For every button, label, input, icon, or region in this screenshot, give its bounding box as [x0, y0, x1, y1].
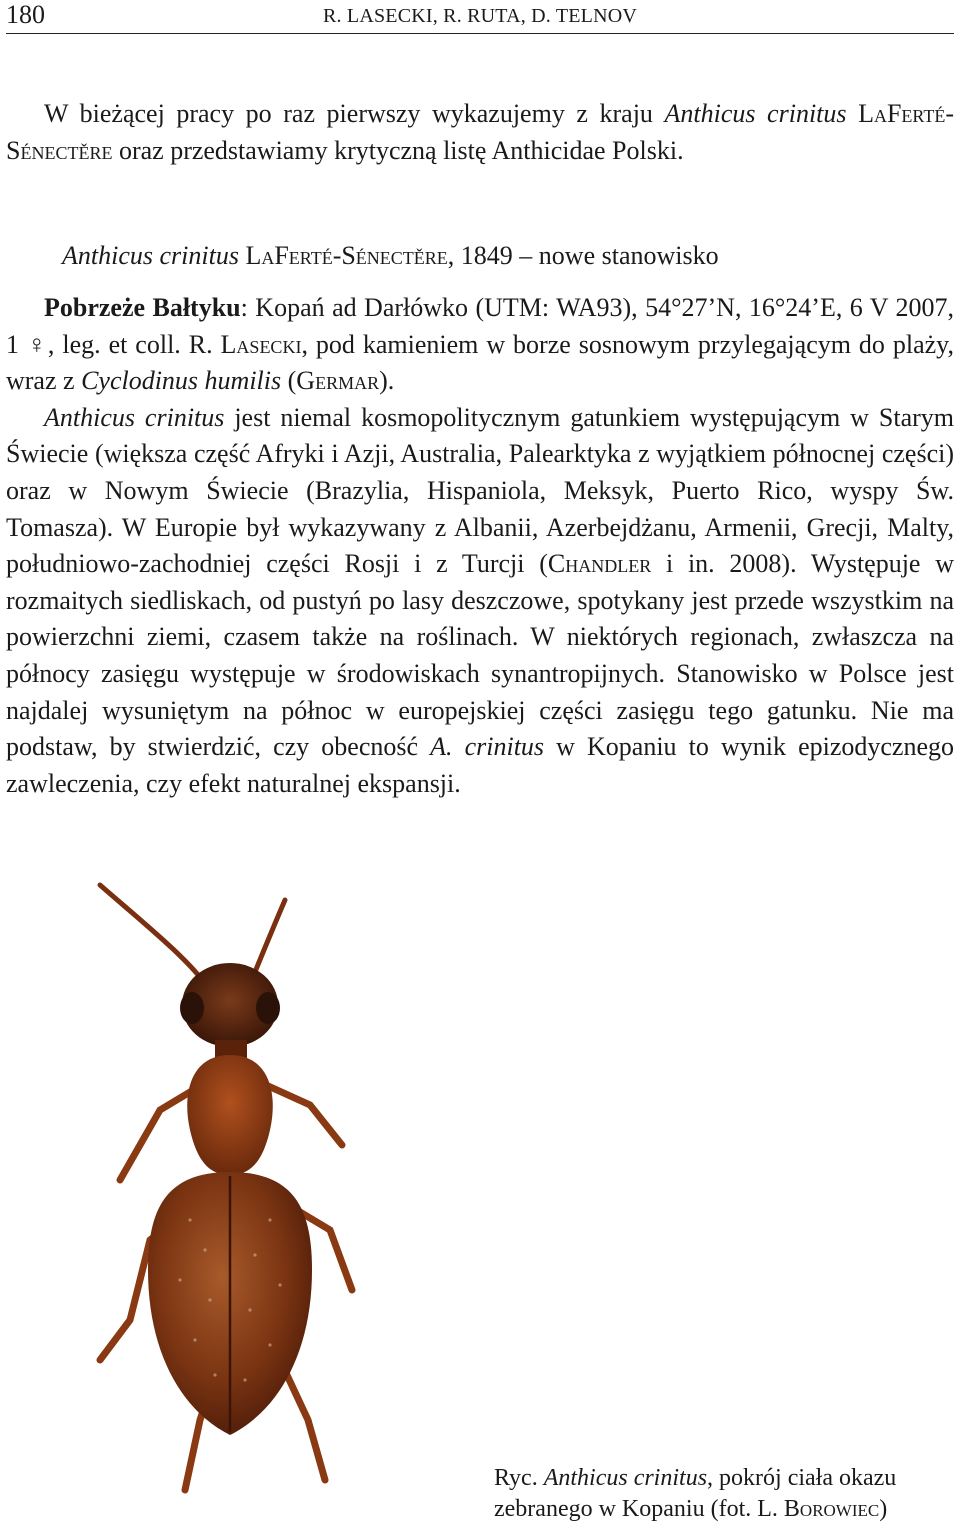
species-name: Anthicus crinitus — [543, 1465, 708, 1491]
species-name: Anthicus crinitus — [664, 99, 847, 128]
record-and-discussion — [6, 290, 954, 802]
page-number: 180 — [6, 0, 45, 29]
record-heading: Anthicus crinitus LaFerté-Sénectěre, 1849 – nowe stanowisko — [62, 241, 719, 270]
region-name: Pobrzeże Bałtyku — [44, 293, 241, 322]
species-name: Anthicus crinitus — [44, 402, 225, 432]
page-header — [6, 0, 954, 34]
species-name: Anthicus crinitus — [62, 241, 239, 270]
intro-paragraph: W bieżącej pracy po raz pierwszy wykazujemy z kraju Anthicus crinitus LaFerté-Sénectěre oraz przedstawiamy krytyczną listę Anthicidae Polski. — [6, 99, 955, 165]
species-author: LaFerté-Sénectěre — [6, 99, 955, 165]
companion-species: Cyclodinus humilis — [81, 366, 282, 396]
running-title: R. LASECKI, R. RUTA, D. TELNOV — [322, 5, 638, 27]
figure-caption: Ryc. Anthicus crinitus, pokrój ciała okazu zebranego w Kopaniu (fot. L. Borowiec) — [494, 1465, 897, 1522]
cited-author: Chandler — [547, 549, 652, 579]
record-paragraph: Pobrzeże Bałtyku: Kopań ad Darłówko (UTM: WA93), 54°27’N, 16°24’E, 6 V 2007, 1 ♀, leg. et coll. R. Lasecki, pod kamieniem w borze sosnowym przylegającym do plaży, wraz z Cyclodinus humilis (Germar). — [6, 293, 955, 396]
collector-name: Lasecki — [220, 329, 302, 359]
beetle-photo — [80, 880, 500, 1520]
header-rule — [6, 33, 954, 34]
photographer-name: Borowiec — [783, 1496, 880, 1522]
discussion-paragraph: Anthicus crinitus jest niemal kosmopolitycznym gatunkiem występującym w Starym Świecie (większa część Afryki i Azji, Australia, Palearktyka z wyjątkiem północnej części) oraz w Nowym Świecie (Brazylia, Hispaniola, Meksyk, Puerto Rico, wyspy Św. Tomasza). W Europie był wykazywany z Albanii, Azerbejdżanu, Armenii, Grecji, Malty, południowo-zachodniej części Rosji i z Turcji (Chandler i in. 2008). Występuje w rozmaitych siedliskach, od pustyń po lasy deszczowe, spotykany jest przede wszystkim na powierzchni ziemi, czasem także na roślinach. W niektórych regionach, zwłaszcza na północy zasięgu występuje w środowiskach synantropijnych. Stanowisko w Polsce jest najdalej wysuniętym na północ w europejskiej części zasięgu tego gatunku. Nie ma podstaw, by stwierdzić, czy obecność A. crinitus w Kopaniu to wynik epizodycznego zawleczenia, czy efekt naturalnej ekspansji. — [6, 402, 954, 798]
beetle-pronotum — [187, 1055, 273, 1175]
species-author: LaFerté-Sénectěre — [245, 241, 448, 270]
